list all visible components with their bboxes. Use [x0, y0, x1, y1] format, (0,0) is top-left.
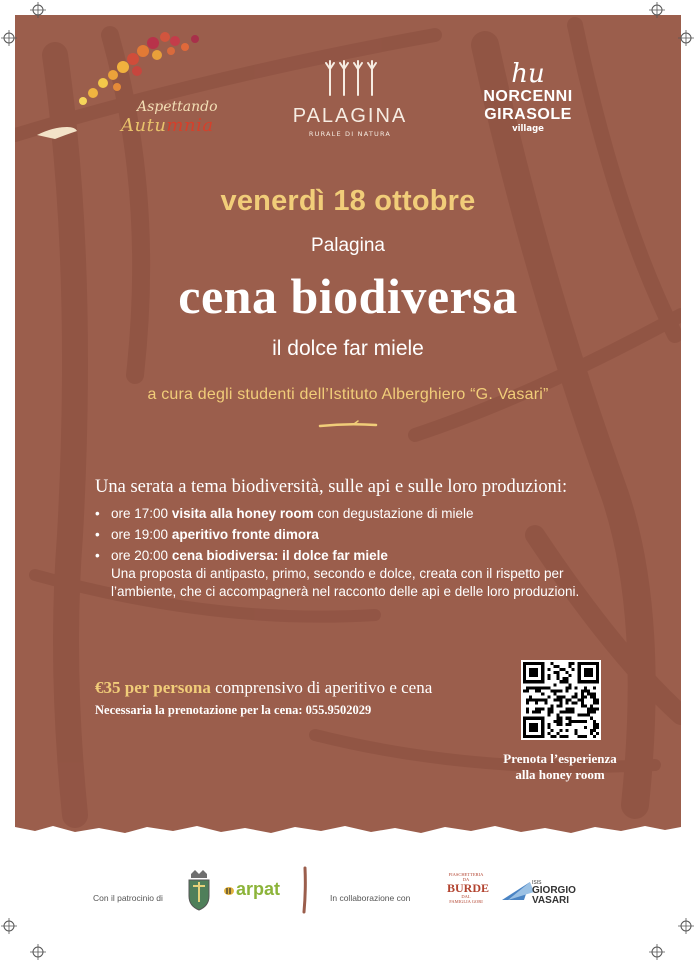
- registration-mark-icon: [678, 30, 694, 46]
- event-venue: Palagina: [311, 235, 385, 256]
- norcenni-line2: GIRASOLE: [484, 106, 572, 123]
- event-date: venerdì 18 ottobre: [220, 185, 476, 217]
- registration-mark-icon: [30, 2, 46, 18]
- list-item: • ore 17:00 visita alla honey room con degustazione di miele: [93, 505, 621, 523]
- list-item: • ore 19:00 aperitivo fronte dimora: [93, 526, 621, 544]
- norcenni-line3: village: [512, 124, 544, 134]
- patronage-label: Con il patrocinio di: [93, 893, 163, 903]
- norcenni-logo: [463, 60, 593, 134]
- program-list: [93, 505, 621, 604]
- price-line: [95, 678, 432, 698]
- registration-mark-icon: [649, 2, 665, 18]
- event-title: cena biodiversa: [178, 268, 518, 324]
- separator-branch-icon: [300, 866, 310, 914]
- registration-mark-icon: [1, 30, 17, 46]
- norcenni-line1: NORCENNI: [483, 88, 573, 105]
- torn-edge: [15, 817, 681, 845]
- registration-mark-icon: [649, 944, 665, 960]
- registration-mark-icon: [30, 944, 46, 960]
- list-item: • ore 20:00 cena biodiversa: il dolce far miele Una proposta di antipasto, primo, secondo e dolce, creata con il rispetto per l’ambiente, che ci accompagnerà nel racconto delle api e delle loro produzioni.: [93, 547, 621, 601]
- price-note: comprensivo di aperitivo e cena: [210, 678, 433, 697]
- palagina-logo: [285, 57, 415, 138]
- arpat-logo: arpat: [236, 879, 281, 899]
- autumnia-logo: [25, 23, 240, 148]
- dinner-description: Una proposta di antipasto, primo, secondo e dolce, creata con il rispetto per l’ambiente, che ci accompagnerà nel racconto delle api e delle loro produzioni.: [111, 566, 580, 599]
- burde-logo: FIASCHETTERIA DA BURDE DAL FAMIGLIA GORI: [447, 872, 490, 904]
- wheat-stalks-icon: [322, 57, 378, 99]
- program-intro: Una serata a tema biodiversità, sulle api e sulle loro produzioni:: [95, 477, 568, 497]
- collaboration-label: In collaborazione con: [330, 893, 411, 903]
- divider-icon: [318, 420, 378, 430]
- norcenni-mark: hu: [511, 59, 545, 89]
- autumnia-prefix: Aspettando: [137, 99, 218, 115]
- price-amount: €35 per persona: [95, 678, 211, 697]
- vasari-logo-icon: [500, 878, 534, 904]
- vasari-logo: ISIS GIORGIO VASARI: [532, 880, 576, 906]
- event-subtitle: il dolce far miele: [272, 337, 424, 360]
- municipal-crest-icon: [185, 868, 213, 912]
- event-poster: [15, 15, 681, 845]
- registration-mark-icon: [678, 918, 694, 934]
- event-curator: a cura degli studenti dell’Istituto Alberghiero “G. Vasari”: [147, 386, 549, 403]
- palagina-name: PALAGINA: [292, 105, 408, 127]
- palagina-tagline: RURALE DI NATURA: [308, 130, 392, 138]
- bee-icon: [222, 883, 236, 897]
- registration-mark-icon: [1, 918, 17, 934]
- autumnia-wordmark: Autumnia: [121, 115, 214, 136]
- qr-code[interactable]: [521, 660, 601, 740]
- qr-caption: Prenota l’esperienza alla honey room: [503, 751, 617, 782]
- qr-code-icon: [523, 662, 599, 738]
- booking-info: Necessaria la prenotazione per la cena: 055.9502029: [95, 703, 372, 717]
